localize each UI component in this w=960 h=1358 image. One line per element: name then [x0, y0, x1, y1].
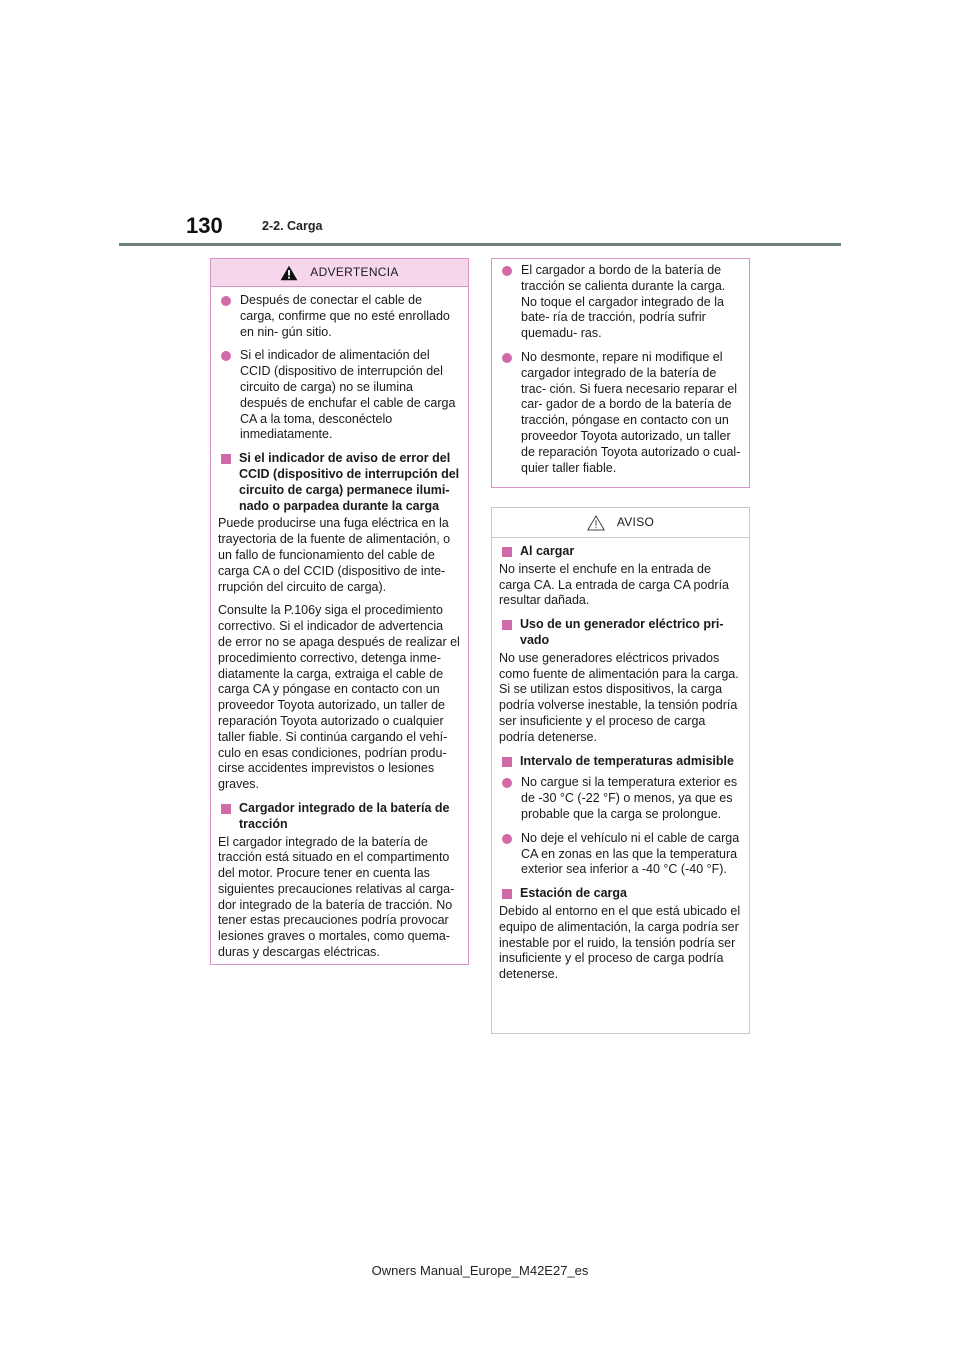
square-bullet-icon	[221, 804, 231, 814]
section-heading: Estación de carga	[499, 886, 741, 902]
list-item: Después de conectar el cable de carga, confirme que no esté enrollado en nin- gún sitio.	[218, 293, 460, 340]
warning-box	[210, 258, 469, 965]
bullet-dot-icon	[221, 351, 231, 361]
notice-box	[491, 507, 750, 1034]
bullet-dot-icon	[502, 834, 512, 844]
warning-box-header	[211, 259, 468, 287]
list-item: Si el indicador de alimentación del CCID (dispositivo de interrupción del circuito de carga) no se ilumina después de enchufar el cable de carga CA a la toma, desconéctelo inmediatamente.	[218, 348, 460, 443]
square-bullet-icon	[502, 547, 512, 557]
list-item: No deje el vehículo ni el cable de carga CA en zonas en las que la temperatura exterior sea inferior a -40 °C (-40 °F).	[499, 831, 741, 878]
footer-text: Owners Manual_Europe_M42E27_es	[371, 1263, 589, 1278]
paragraph: Consulte la P.106y siga el procedimiento correctivo. Si el indicador de advertencia de error no se apaga después de realizar el procedimiento correctivo, detenga inme- diatamente la carga, extraiga el cable de carga CA y póngase en contacto con un proveedor Toyota autorizado, un taller de reparación Toyota autorizado o cualquier taller fiable. Si continúa cargando el vehí- culo en esas condiciones, podrían produ- cirse accidentes imprevistos o lesiones graves.	[218, 603, 460, 792]
square-bullet-icon	[502, 620, 512, 630]
section-heading: Al cargar	[499, 544, 741, 560]
bullet-dot-icon	[502, 353, 512, 363]
section-heading: Uso de un generador eléctrico pri- vado	[499, 617, 741, 649]
paragraph: El cargador integrado de la batería de tracción está situado en el compartimento del motor. Procure tener en cuenta las siguientes precauciones relativas al carga- dor integrado de la batería de tracción. No tener estas precauciones podría provocar lesiones graves o mortales, como quema- duras y descargas eléctricas.	[218, 834, 455, 960]
notice-title: AVISO	[616, 514, 655, 529]
bullet-dot-icon	[502, 266, 512, 276]
list-item: No desmonte, repare ni modifique el cargador integrado de la batería de trac- ción. Si fuera necesario reparar el car- gador de a bordo de la batería de tracción, póngase en contacto con un proveedor Toyota autorizado, un taller de reparación Toyota autorizado o cual- quier taller fiable.	[499, 350, 741, 476]
bullet-dot-icon	[502, 778, 512, 788]
paragraph: Debido al entorno en el que está ubicado el equipo de alimentación, la carga podría ser inestable por el ruido, la tensión podría ser insuficiente y el proceso de carga podría detenerse.	[499, 903, 741, 982]
section-heading: Cargador integrado de la batería de tracción	[218, 801, 460, 833]
paragraph: Puede producirse una fuga eléctrica en la trayectoria de la fuente de alimentación, o un fallo de funcionamiento del cable de carga CA o del CCID (dispositivo de inte- rrupción del circuito de carga).	[218, 516, 451, 594]
paragraph: No use generadores eléctricos privados como fuente de alimentación para la carga. Si se utilizan estos dispositivos, la carga podría volverse inestable, la tensión podría ser insuficiente y el proceso de carga podría detenerse.	[499, 650, 739, 744]
section-heading: Si el indicador de aviso de error del CCID (dispositivo de interrupción del circuito de carga) permanece ilumi- nado o parpadea durante la carga	[218, 451, 460, 514]
square-bullet-icon	[502, 757, 512, 767]
warning-title: ADVERTENCIA	[310, 264, 399, 279]
paragraph: No inserte el enchufe en la entrada de carga CA. La entrada de carga CA podría resultar dañada.	[499, 561, 730, 608]
notice-box-header	[492, 508, 749, 538]
warning-continued-box	[491, 258, 750, 488]
section-heading: Intervalo de temperaturas admisible	[499, 754, 741, 770]
caution-triangle-icon	[587, 515, 605, 531]
list-item: El cargador a bordo de la batería de tracción se calienta durante la carga. No toque el cargador integrado de la bate- ría de tracción, podría sufrir quemadu- ras.	[499, 263, 741, 342]
header-rule	[119, 243, 841, 246]
list-item: No cargue si la temperatura exterior es de -30 °C (-22 °F) o menos, ya que es probable que la carga se prolongue.	[499, 775, 741, 822]
square-bullet-icon	[502, 889, 512, 899]
warning-triangle-icon	[280, 265, 298, 281]
square-bullet-icon	[221, 454, 231, 464]
page-number: 130	[186, 213, 223, 238]
section-title: 2-2. Carga	[262, 219, 323, 233]
bullet-dot-icon	[221, 296, 231, 306]
